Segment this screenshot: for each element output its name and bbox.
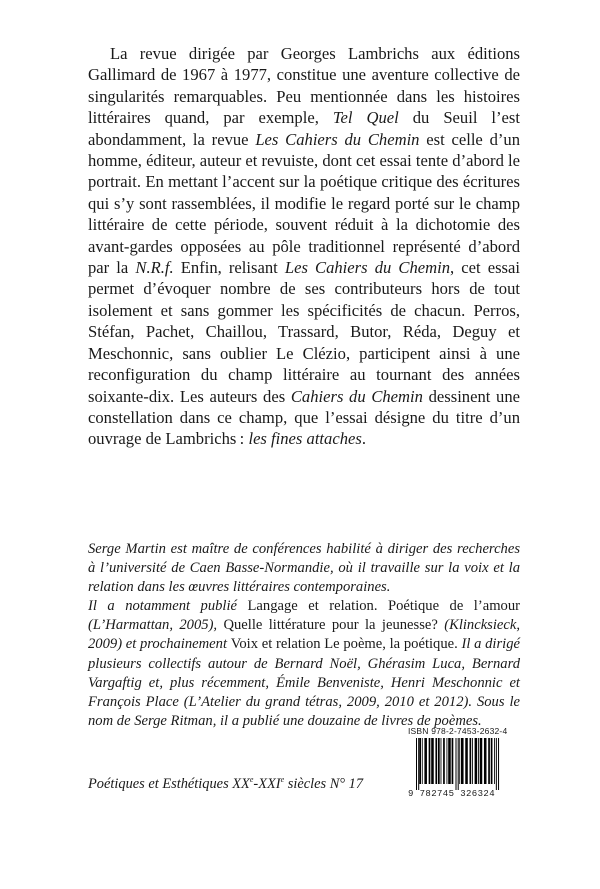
barcode-bar — [496, 738, 497, 790]
barcode-bar — [441, 738, 442, 784]
book-title: Voix et relation Le poème, la poétique. — [230, 636, 458, 653]
collection-name — [88, 775, 363, 793]
barcode-bar — [456, 738, 457, 790]
barcode-bar — [480, 738, 483, 784]
collection-text: siècles N° 17 — [284, 775, 364, 792]
title-cahiers-du-chemin: Les Cahiers du Chemin — [284, 258, 451, 278]
barcode-bar — [429, 738, 431, 784]
bio-paragraph-2 — [88, 597, 520, 731]
bio-text: (Klincksieck, 2009) et prochainement — [88, 617, 520, 653]
barcode-bar — [484, 738, 487, 784]
barcode-bar — [424, 738, 427, 784]
barcode-bar — [465, 738, 468, 784]
author-bio — [88, 540, 520, 731]
collection-sup: e — [249, 775, 254, 784]
summary-paragraph — [88, 43, 520, 450]
title-nrf: N.R.f. — [135, 258, 174, 278]
bio-text: Il a notamment publié — [88, 598, 248, 615]
barcode-bar — [431, 738, 434, 784]
barcode-bar — [478, 738, 479, 784]
barcode-bar — [458, 738, 459, 790]
bio-text: (L’Harmattan, 2005), — [88, 617, 224, 634]
barcode-bar — [494, 738, 495, 784]
barcode-bar — [419, 738, 421, 784]
book-title: Quelle littérature pour la jeunesse? — [223, 617, 438, 634]
isbn-label: ISBN 978-2-7453-2632-4 — [408, 726, 508, 736]
bio-paragraph-1 — [88, 540, 520, 597]
summary-text: dessinent une constellation dans ce champ, que l’essai désigne du titre d’un ouvrage de Lambrichs : — [88, 386, 520, 449]
barcode-bar — [452, 738, 454, 784]
title-tel-quel: Tel Quel — [332, 108, 399, 128]
barcode-bar — [461, 738, 464, 784]
title-cahiers-du-chemin: Cahiers du Chemin — [290, 386, 423, 406]
summary-text: Enfin, relisant — [173, 258, 285, 278]
summary-text: du Seuil l’est abondamment, la revue — [88, 108, 520, 149]
barcode-bar — [491, 738, 493, 784]
barcode-bar — [418, 738, 419, 790]
bio-text: Serge Martin est maître de conférences habilité à diriger des recherches à l’université de Caen Basse-Normandie, où il travaille sur la voix et la relation dans les œuvres littéraires contemporaines. — [88, 541, 520, 596]
barcode-bar — [435, 738, 437, 784]
barcode-bar — [448, 738, 451, 784]
barcode-bar — [475, 738, 478, 784]
book-title: Langage et relation. Poétique de l’amour — [247, 598, 521, 615]
collection-text: Poétiques et Esthétiques XX — [88, 775, 250, 792]
back-cover-summary — [88, 43, 520, 450]
isbn-barcode — [408, 726, 526, 806]
barcode-bar — [443, 738, 445, 784]
barcode-bar — [459, 738, 460, 784]
barcode-digits: 9 782745 326324 — [408, 789, 496, 799]
barcode-bar — [470, 738, 472, 784]
barcode-bar — [488, 738, 490, 784]
collection-sup: e — [280, 775, 285, 784]
summary-text: , cet essai permet d’évoquer nombre de ses contributeurs hors de tout isolement et sans gommer les spécificités de chacun. Perros, Stéfan, Pachet, Chaillou, Trassard, Butor, Réda, Deguy et Meschonnic, sans oublier Le Clézio, participent ainsi à une reconfiguration du champ littéraire au tournant des années soixante-dix. Les auteurs des — [88, 258, 520, 406]
collection-text: -XXI — [253, 775, 281, 792]
title-les-fines-attaches: les fines attaches — [248, 429, 362, 449]
barcode-bar — [416, 738, 417, 790]
barcode-bars — [414, 738, 520, 790]
summary-text: . — [361, 429, 366, 449]
barcode-bar — [422, 738, 423, 784]
barcode-bar — [472, 738, 473, 784]
bio-text: Il a dirigé plusieurs collectifs autour de Bernard Noël, Ghérasim Luca, Bernard Vargaftig et, plus récemment, Émile Benveniste, Henri Meschonnic et François Place (L’Atelier du grand tétras, 2009, 2010 et 2012). Sous le nom de Serge Ritman, il a publié une douzaine de livres de poèmes. — [88, 636, 520, 729]
barcode-bar — [447, 738, 448, 784]
title-cahiers-du-chemin: Les Cahiers du Chemin — [255, 129, 420, 149]
barcode-bar — [498, 738, 499, 790]
barcode-bar — [438, 738, 440, 784]
summary-text: est celle d’un homme, éditeur, auteur et revuiste, dont cet essai tente d’abord le portrait. En mettant l’accent sur la poétique critique des écritures qui s’y sont rassemblées, il modifie le regard porté sur le champ littéraire de cette période, souvent réduit à la dichotomie des avant-gardes opposées au pôle traditionnel représenté d’abord par la — [88, 129, 520, 278]
summary-text: La revue dirigée par Georges Lambrichs aux éditions Gallimard de 1967 à 1977, constitue une aventure collective de singularités remarquables. Peu mentionnée dans les histoires littéraires quand, par exemple, — [88, 44, 520, 128]
